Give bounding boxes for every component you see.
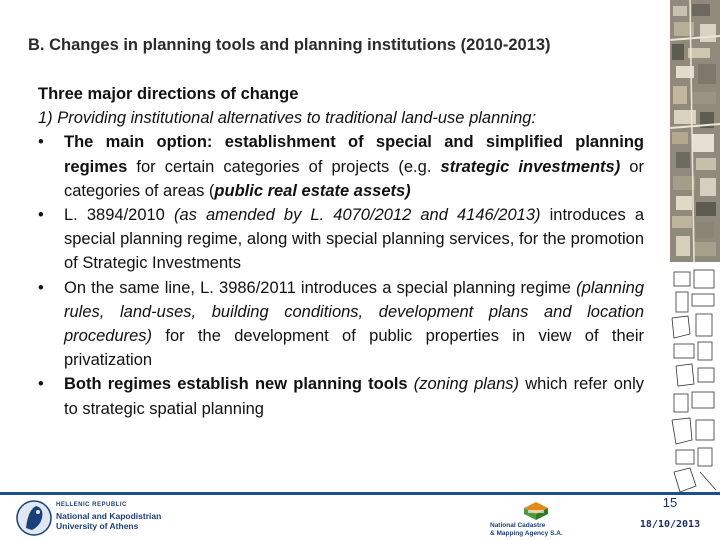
bullet-text-italic: (as amended by L. 4070/2012 and 4146/2013)	[173, 206, 541, 225]
bullet-text-italic: (zoning plans)	[413, 375, 520, 394]
cadastral-map-image	[670, 0, 720, 498]
bullet-item	[38, 372, 644, 420]
page-number: 15	[662, 495, 678, 510]
bullet-text-bold: The main option: establishment of special and simplified planning regimes	[64, 133, 644, 176]
bullet-text: L. 3894/2010	[64, 206, 174, 225]
section-heading: Three major directions of change	[38, 85, 299, 103]
bullet-item	[38, 203, 644, 276]
bullet-item	[38, 276, 644, 373]
bullet-icon: •	[38, 206, 44, 225]
bullet-text-bold-italic: public real estate assets)	[214, 181, 411, 200]
cadastre-name: National Cadastre & Mapping Agency S.A.	[490, 522, 563, 537]
bullet-icon: •	[38, 375, 44, 394]
section-subheading: 1) Providing institutional alternatives to traditional land-use planning:	[38, 109, 537, 128]
bullet-text-bold-italic: strategic investments)	[440, 157, 621, 176]
bullet-icon: •	[38, 278, 44, 297]
bullet-text-italic: (planning rules, land-uses, building conditions, development plans and location procedures)	[64, 278, 644, 346]
footer-date: 18/10/2013	[639, 519, 701, 530]
footer-divider	[0, 492, 720, 495]
bullet-item	[38, 130, 644, 203]
slide-body	[38, 82, 644, 421]
bullet-text: On the same line, L. 3986/2011 introduces a special planning regime	[64, 278, 577, 297]
bullet-list	[38, 130, 644, 420]
university-name: HELLENIC REPUBLIC National and Kapodistrian University of Athens	[56, 502, 162, 531]
slide-title: B. Changes in planning tools and planning institutions (2010-2013)	[28, 36, 551, 54]
bullet-text-bold: Both regimes establish new planning tools	[64, 375, 414, 394]
bullet-text: introduces a special planning regime, along with special planning services, for the promotion of Strategic Investments	[64, 206, 645, 273]
bullet-text: for certain categories of projects (e.g.	[127, 157, 441, 176]
bullet-text: for the development of public properties in view of their privatization	[64, 327, 644, 370]
bullet-icon: •	[38, 133, 44, 152]
bullet-text: which refer only to strategic spatial planning	[64, 375, 644, 418]
bullet-text: or categories of areas (	[64, 157, 644, 200]
